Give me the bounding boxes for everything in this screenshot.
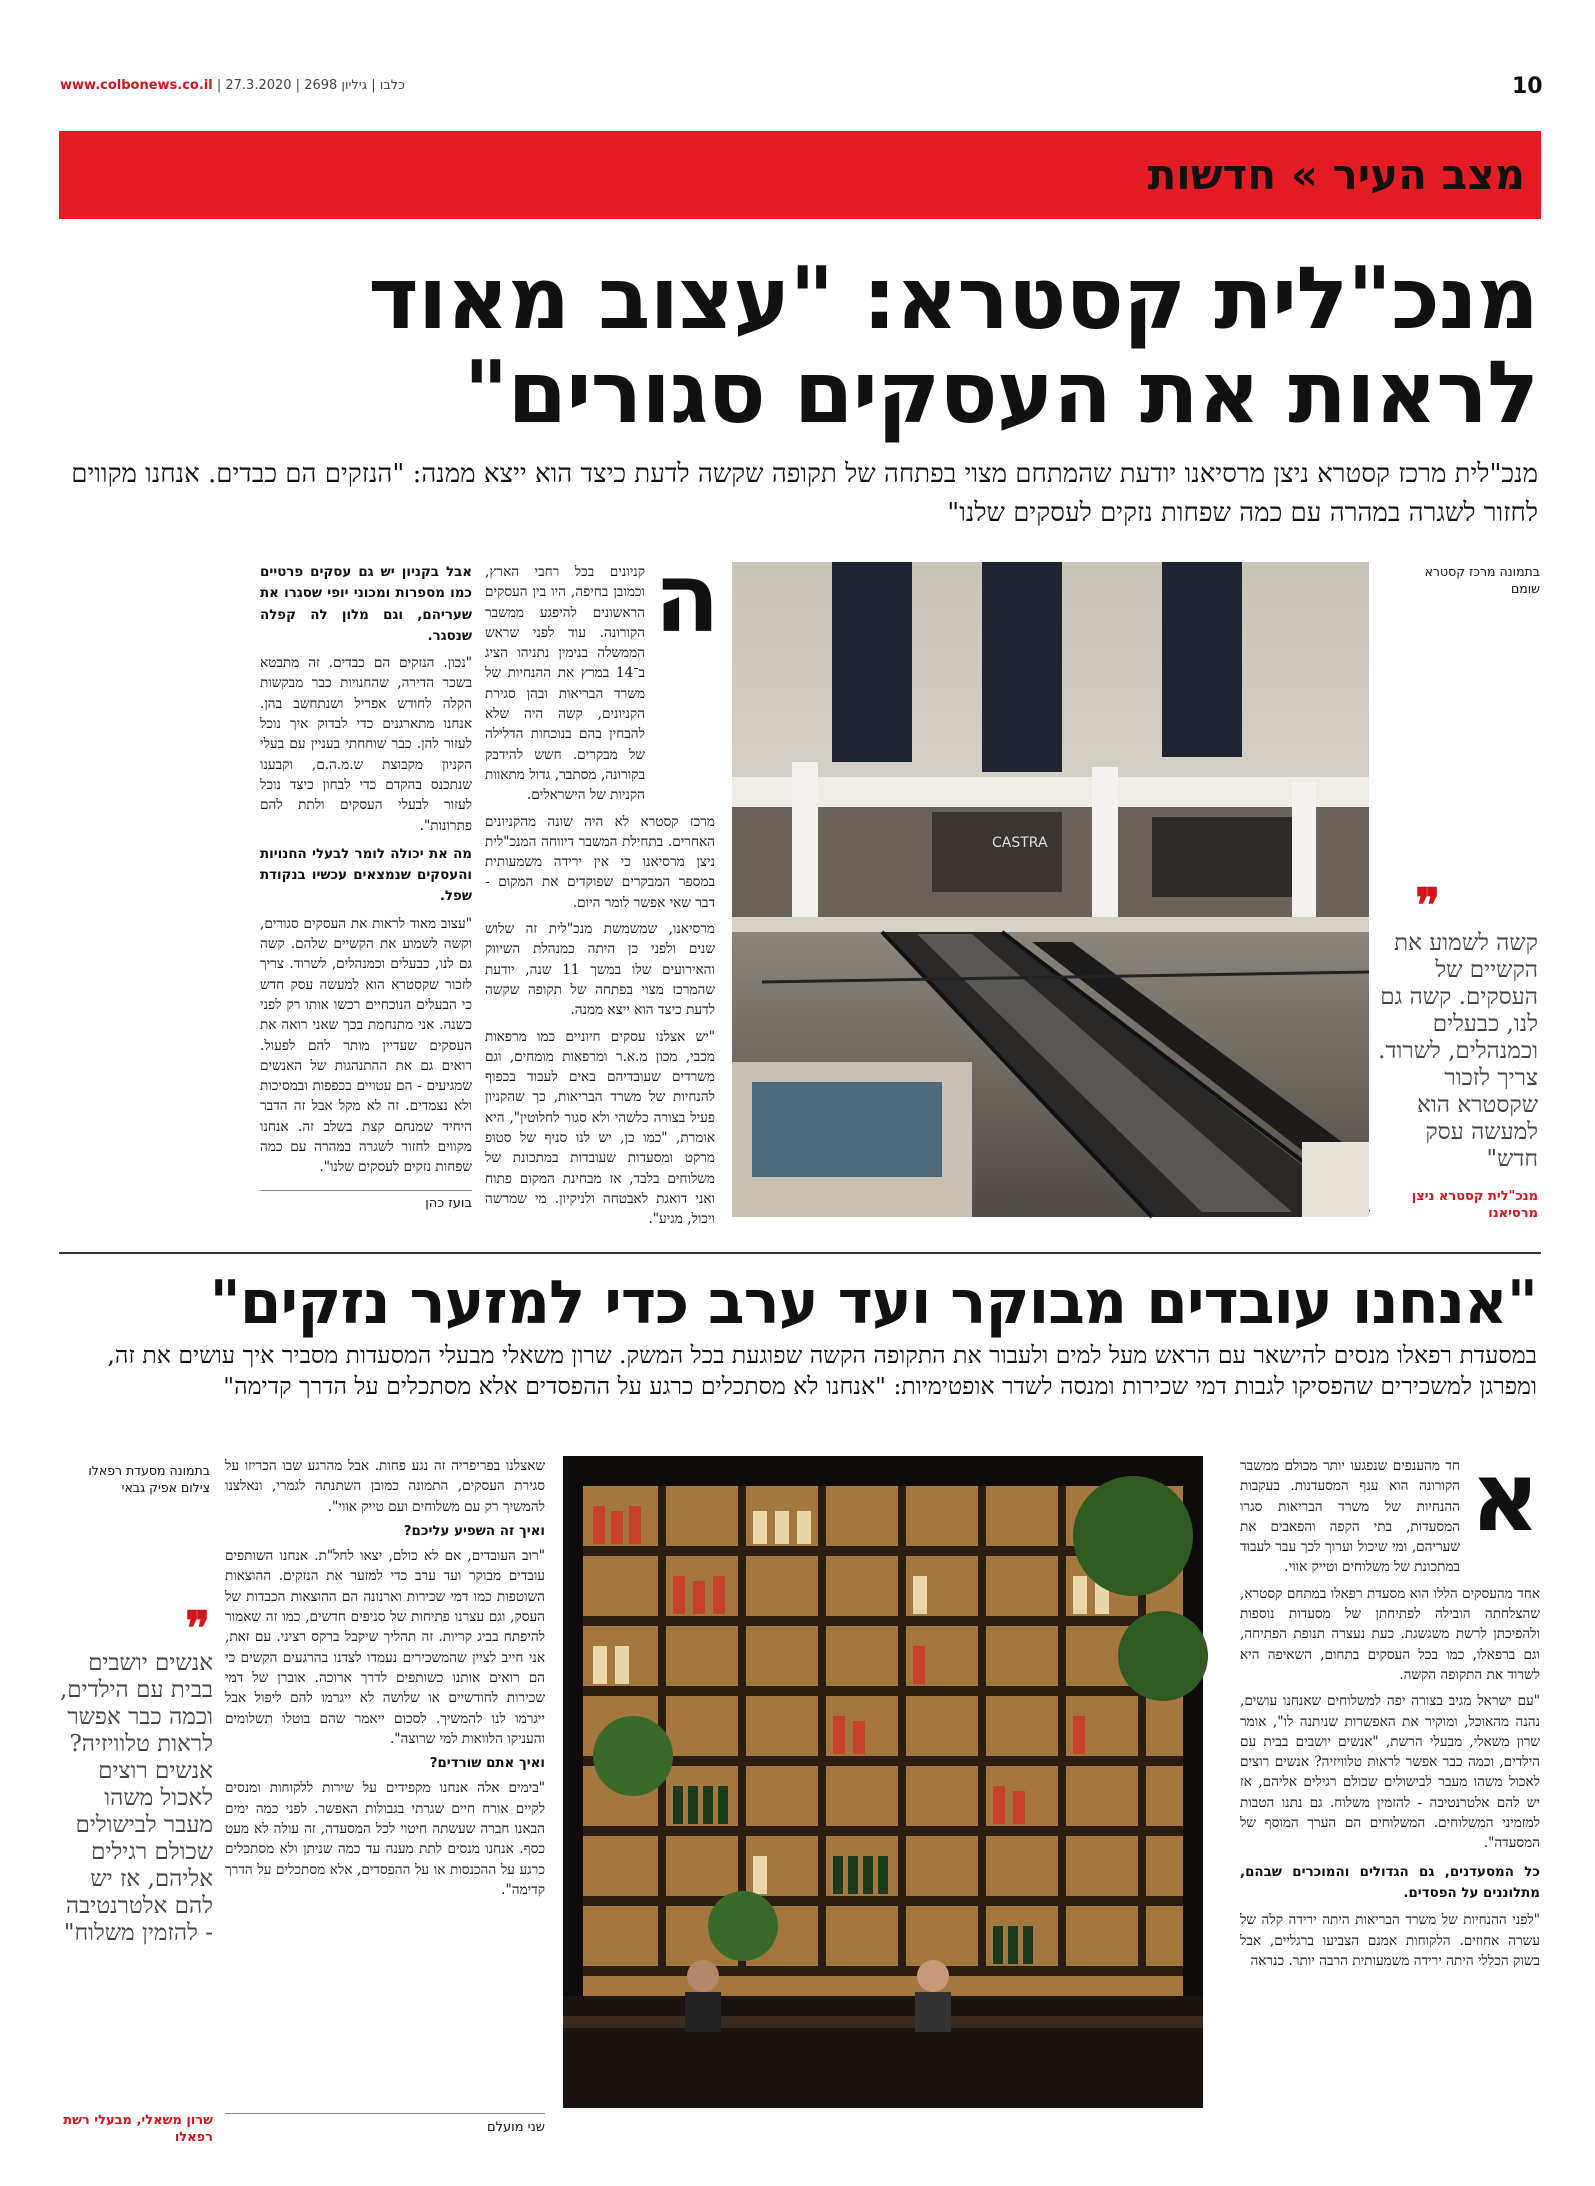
article1-column-left [260,562,472,1182]
article1-paragraph: מרסיאנו, שמשמשת מנכ"לית זה שלוש שנים ולפני כן היתה כמנהלת השיווק והאירועים שלו במשך 11 שנה, יודעת שהמרכז מצוי בפתחה של תקופה שקשה לדעת כיצד הוא ייצא ממנה. [485,921,715,1019]
page-number: 10 [1512,74,1543,99]
article1-headline: מנכ"לית קסטרא: "עצוב מאוד לראות את העסקים סגורים" [368,249,1538,443]
article2-dropcap: א [1470,1441,1540,1553]
article2-question: כל המסעדנים, גם הגדולים והמוכרים שבהם, מתלוננים על הפסדים. [1240,1864,1540,1901]
article1-paragraph: "עצוב מאוד לראות את העסקים סגורים, וקשה לשמוע את הקשיים שלהם. קשה גם לנו, כבעלים וכמנהלים, לשרוד. צריך לזכור שקסטרא הוא למעשה עסק חדש כי הבעלים הנוכחיים רכשו אותו רק לפני כשנה. אני מתנחמת בכך שאני רואה את העסקים שעדיין מותר להם לפעול. רואים גם את ההתנהגות של האנשים שמגיעים - הם עטויים בכפפות ובמסיכות ולא נצמדים. זה לא מקל אבל זה הדבר היחיד שמנחם קצת בשלב זה. אנחנו מקווים לחזור לשגרה במהרה עם כמה שפחות נזקים לעסקים שלנו". [260,915,472,1176]
site-url[interactable]: www.colbonews.co.il [60,78,213,93]
article1-photo-caption: בתמונה מרכז קסטרא שומם [1424,564,1540,596]
byline-divider [225,2113,545,2114]
article2-paragraph: "בימים אלה אנחנו מקפידים על שירות ללקוחות ומנסים לקיים אורח חיים שגרתי בגבולות האפשר. לפני כמה ימים הבאנו חברה שעשתה חיטוי לכל המסעדה, זה עולה לא מעט כסף. אנחנו מנסים לתת מענה עד כמה שניתן ולא מסתכלים כרגע על ההכנסות או על ההפסדים, אלא מסתכלים על הדרך קדימה". [225,1780,545,1898]
article2-paragraph: חד מהענפים שנפגעו יותר מכולם ממשבר הקורונה הוא ענף המסעדנות. בעקבות ההנחיות של משרד הבריאות סגרו המסעדות, בתי הקפה והפאבים את שעריהם, ומי שיכול וערוך לכך עבר לעבוד במתכונת של משלוחים וטייק אווי. [1240,1458,1460,1576]
article2-column-left [225,1456,545,2106]
article2-headline: "אנחנו עובדים מבוקר ועד ערב כדי למזער נזקים" [209,1268,1537,1338]
article1-column-right [485,562,715,1228]
article1-byline: בועז כהן [425,1196,472,1211]
article-divider [59,1252,1541,1254]
article2-paragraph: אחד מהעסקים הללו הוא מסעדת רפאלו במתחם קסטרא, שהצלחתה הובילה לפתיחתן של מסעדות נוספות ולהפיכתן לרשת משגשגת. כעת נעצרה תנופת הפתיחה, וגם ברפאלו, כמו בכל העסקים בתחום, השאיפה היא לשרוד את התקופה הקשה. [1240,1585,1540,1683]
article1-paragraph: "יש אצלנו עסקים חיוניים כמו מרפאות מכבי, מכון מ.א.ר ומרפאות מומחים, וגם משרדים שעובדיהם באים לעבוד בכפוף להנחיות של משרד הבריאות, כך שהקניון פעיל בצורה כלשהי ולא סגור לחלוטין", היא אומרת, "כמו כן, יש לנו סניף של סטופ מרקט ומסעדות שעובדות במתכונת של משלוחים בלבד, אז מבחינת המקום פתוח ואני דואגת לאבטחה ולניקיון. מי שמרשה ויכול, מגיע". [485,1028,715,1228]
article2-paragraph: "עם ישראל מגיב בצורה יפה למשלוחים שאנחנו עושים, נהנה מהאוכל, ומוקיר את האפשרות שניתנה לו", אומר שרון משאלי, מבעלי הרשת, "אנשים יושבים בבית עם הילדים, וכמה כבר אפשר לראות טלוויזיה? אנשים רוצים לאכול משהו מעבר לבישולים שכולם רגילים אליהם, אז יש להם אלטרנטיבה - להזמין משלוח. גם נתנו הטבות למזמיני המשלוחים. המשלוחים הם הערך המוסף של המסעדה". [1240,1693,1540,1852]
restaurant-photo [563,1456,1203,2108]
quote-icon: ❞ [1415,878,1440,932]
article2-pull-signature: שרון משאלי, מבעלי רשת רפאלו [63,2113,213,2145]
article2-paragraph: "רוב העובדים, אם לא כולם, יצאו לחל"ת. אנחנו השותפים עובדים מבוקר ועד ערב כדי למזער את הנזקים. ההוצאות השוטפות כמו דמי שכירות וארנונה הם ההוצאות הכבדות של העסק, וגם עצרנו פתיחות של סניפים חדשים, כמו זה שאמור להיפתח בביג קריות. זה תהליך שיקבל ברקס רציני. עם זאת, אני חייב לציין שהמשכירים נעמדו לצדנו בהרגעים הקשים כי הם רואים אותנו כשותפים לדרך ארוכה. אוברן של דמי שכירות לחודשיים או שלושה לא ייגרמו להם ליפול אבל ייגרמו לנו להמשיך. לסכום ייאמר שהם בוטלו תשלומים והעניקו הלוואות למי שרוצה". [225,1548,545,1747]
byline-divider [260,1190,472,1191]
section-title: מצב העיר » חדשות [1147,150,1525,199]
article1-question: מה את יכולה לומר לבעלי החנויות והעסקים שנמצאים עכשיו בנקודת שפל. [260,846,472,905]
restaurant-photo-image [563,1456,1203,2108]
article1-paragraph: "נכון. הנזקים הם כבדים. זה מתבטא בשכר הדירה, שהחנויות כבר מבקשות הקלה לחודש אפריל ושנתחשב בהן. אנחנו מתארגנים כדי לבדוק איך נוכל לעזור להן. כבר שוחחתי בעניין עם בעלי הקניון מקבוצת ש.מ.ה.ם, וקבענו שנתכנס בהקדם כדי לבחון כיצד נוכל לעזור לבעלי העסקים ולתת להם פתרונות". [260,655,472,834]
masthead-line [60,78,405,93]
article2-photo-caption: בתמונה מסעדת רפאלו צילום אפיק גבאי [88,1463,210,1495]
article1-dropcap: ה [654,542,720,654]
article1-paragraph: קניונים בכל רחבי הארץ, וכמובן בחיפה, היו בין העסקים הראשונים להיפגע ממשבר הקורונה. עוד לפני שראש הממשלה בנימין נתניהו הציג ב־14 במרץ את ההנחיות של משרד הבריאות ובהן סגירת הקניונים, קשה היה שלא להבחין בהם בנוכחות הדלילה של מבקרים. חשש להידבק בקורונה, מסתבר, גדול מתאוות הקניות של הישראלים. [485,564,645,804]
svg-text:CASTRA: CASTRA [992,835,1048,851]
article2-paragraph: שאצלנו בפריפריה זה נגע פחות. אבל מהרגע שבו הכריזו על סגירת העסקים, התמונה כמובן השתנתה לגמרי, ונאלצנו להמשיך רק עם משלוחים ועם טייק אווי". [225,1458,545,1515]
article2-byline: שני מועלם [487,2120,545,2135]
article2-pull-quote: אנשים יושבים בבית עם הילדים, וכמה כבר אפשר לראות טלוויזיה? אנשים רוצים לאכול משהו מעבר לבישולים שכולם רגילים אליהם, אז יש להם אלטרנטיבה - להזמין משלוח" [60,1650,213,1946]
quote-icon: ❞ [185,1601,210,1655]
article1-paragraph: מרכז קסטרא לא היה שונה מהקניונים האחרים. בתחילת המשבר דיווחה המנכ"לית ניצן מרסיאנו כי אין ירידה משמעותית במספר המבקרים שפוקדים את המקום - דבר שאי אפשר לומר היום. [485,813,715,911]
article1-pull-signature: מנכ"לית קסטרא ניצן מרסיאנו [1411,1189,1538,1221]
article2-paragraph: "לפני ההנחיות של משרד הבריאות היתה ירידה קלה של עשרה אחוזים. הלקוחות אמנם הצביעו ברגליים, אבל בשוק הכללי היתה ירידה משמעותית הרבה יותר. כנראה [1240,1912,1540,1969]
article1-subhead: מנכ"לית מרכז קסטרא ניצן מרסיאנו יודעת שהמתחם מצוי בפתחה של תקופה שקשה לדעת כיצד הוא ייצא ממנה: "הנזקים הם כבדים. אנחנו מקווים לחזור לשגרה במהרה עם כמה שפחות נזקים לעסקים שלנו" [71,459,1538,528]
article2-question: ואיך זה השפיע עליכם? [403,1523,545,1539]
article2-column-right [1240,1456,1540,2136]
mall-photo-image [732,562,1369,1217]
article1-pull-quote: קשה לשמוע את הקשיים של העסקים. קשה גם לנו, כבעלים וכמנהלים, לשרוד. צריך לזכור שקסטרא הוא למעשה עסק חדש" [1378,930,1538,1172]
article2-question: ואיך אתם שורדים? [429,1756,545,1772]
article2-subhead: במסעדת רפאלו מנסים להישאר עם הראש מעל למים ולעבור את התקופה הקשה שפוגעת בכל המשק. שרון משאלי מבעלי המסעדות מסביר איך עושים את זה, ומפרגן למשכירים שהפסיקו לגבות דמי שכירות ומנסה לשדר אופטימיות: "אנחנו לא מסתכלים כרגע על ההפסדים אלא מסתכלים על הדרך קדימה" [107,1341,1537,1400]
mall-photo [732,562,1369,1217]
article1-question: אבל בקניון יש גם עסקים פרטיים כמו מספרות ומכוני יופי שסגרו את שעריהם, וגם מלון לה קפלה שנסגר. [260,565,472,644]
issue-meta: | כלבו | גיליון 2698 | 27.3.2020 [216,78,406,93]
